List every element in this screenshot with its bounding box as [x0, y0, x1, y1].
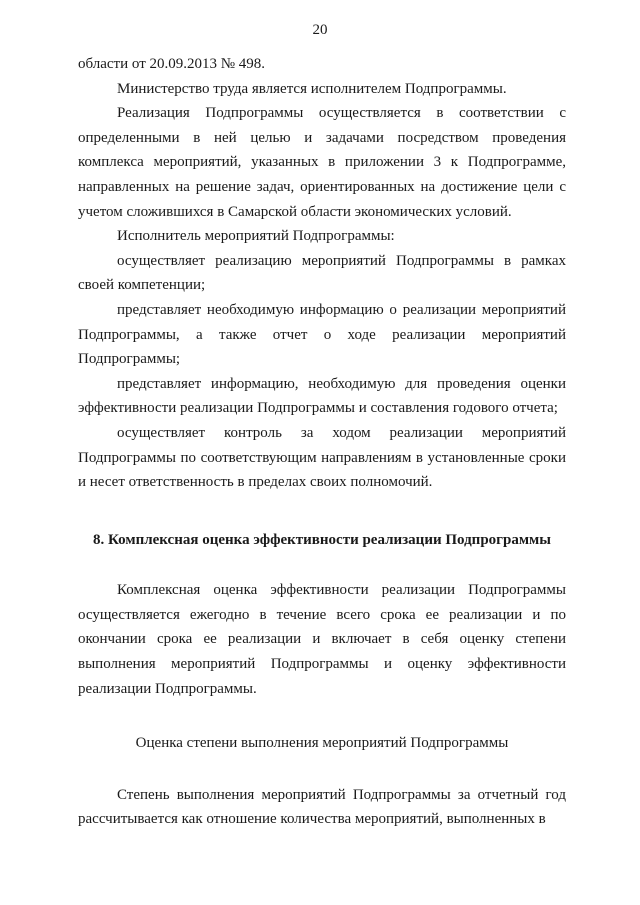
paragraph-duty-implementation: осуществляет реализацию мероприятий Подпрограммы в рамках своей компетенции; — [78, 252, 566, 294]
paragraph-complex-evaluation: Комплексная оценка эффективности реализации Подпрограммы осуществляется ежегодно в течение всего срока ее реализации и по окончании срока ее реализации и включает в себя оценку степени выполнения мероприятий Подпрограммы и оценку эффективности реализации Подпрограммы. — [78, 582, 566, 697]
paragraph-completion-degree: Степень выполнения мероприятий Подпрограммы за отчетный год рассчитывается как отношение количества мероприятий, выполненных в — [78, 786, 566, 828]
paragraph-implementation: Реализация Подпрограммы осуществляется в соответствии с определенными в ней целью и задачами посредством проведения комплекса мероприятий, указанных в приложении 3 к Подпрограмме, направленных на решение задач, ориентированных на достижение цели с учетом сложившихся в Самарской области экономических условий. — [78, 105, 566, 220]
paragraph-continuation: области от 20.09.2013 № 498. — [78, 56, 266, 72]
paragraph-duty-information: представляет необходимую информацию о реализации мероприятий Подпрограммы, а также отчет о ходе реализации мероприятий Подпрограммы; — [78, 301, 566, 368]
paragraph-executor-duties-intro: Исполнитель мероприятий Подпрограммы: — [117, 228, 395, 245]
paragraph-duty-evaluation-info: представляет информацию, необходимую для проведения оценки эффективности реализации Подпрограммы и составления годового отчета; — [78, 375, 566, 417]
subsection-heading: Оценка степени выполнения мероприятий Подпрограммы — [135, 735, 509, 752]
section-heading: 8. Комплексная оценка эффективности реализации Подпрограммы — [93, 531, 551, 548]
paragraph-executor: Министерство труда является исполнителем Подпрограммы. — [117, 80, 507, 97]
page-number: 20 — [312, 22, 328, 38]
document-body — [78, 52, 566, 832]
paragraph-duty-control: осуществляет контроль за ходом реализации мероприятий Подпрограммы по соответствующим направлениям в установленные сроки и несет ответственность в пределах своих полномочий. — [78, 424, 566, 491]
